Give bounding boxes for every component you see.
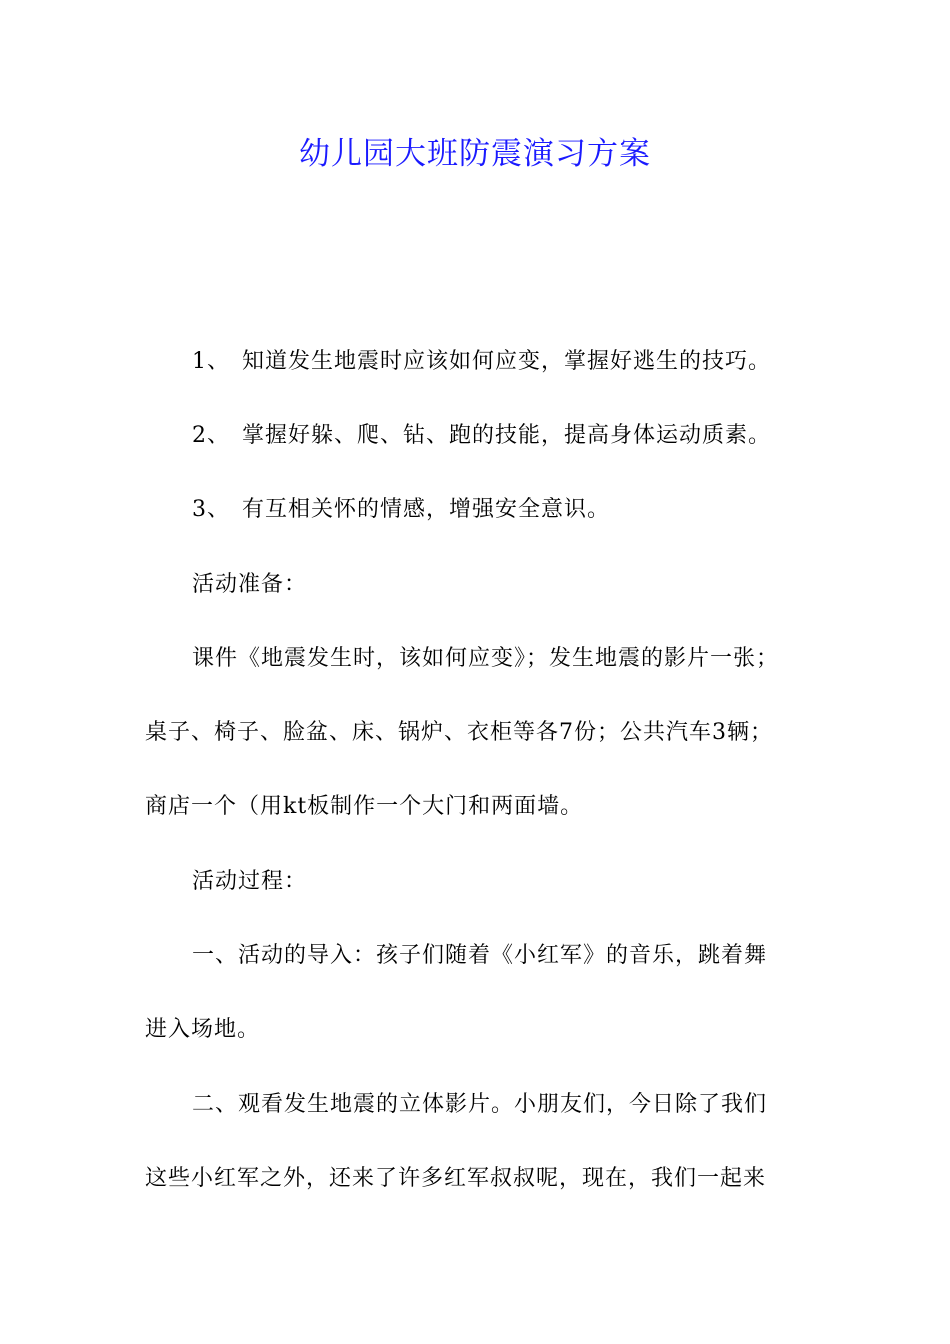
goal-text: 知道发生地震时应该如何应变，掌握好逃生的技巧。 (242, 349, 772, 374)
document-title: 幼儿园大班防震演习方案 (299, 136, 651, 172)
goal-number: 3、 (192, 497, 230, 522)
preparation-line: 桌子、椅子、脸盆、床、锅炉、衣柜等各7份；公共汽车3辆； (145, 720, 773, 745)
process-line: 这些小红军之外，还来了许多红军叔叔呢，现在，我们一起来 (145, 1166, 767, 1191)
goal-item-1 (192, 342, 771, 382)
process-heading: 活动过程： (192, 869, 308, 894)
preparation-line: 课件《地震发生时，该如何应变》；发生地震的影片一张； (192, 646, 780, 671)
preparation-line: 商店一个（用kt板制作一个大门和两面墙。 (145, 794, 584, 819)
goal-number: 1、 (192, 349, 230, 374)
process-line: 一、活动的导入：孩子们随着《小红军》的音乐，跳着舞 (192, 943, 768, 968)
process-line: 进入场地。 (145, 1017, 261, 1042)
goal-text: 有互相关怀的情感，增强安全意识。 (242, 497, 611, 522)
goal-item-3 (192, 490, 610, 530)
preparation-heading: 活动准备： (192, 572, 308, 597)
goal-number: 2、 (192, 423, 230, 448)
goal-text: 掌握好躲、爬、钻、跑的技能，提高身体运动质素。 (242, 423, 772, 448)
goal-item-2 (192, 416, 771, 456)
process-line: 二、观看发生地震的立体影片。小朋友们，今日除了我们 (192, 1092, 768, 1117)
